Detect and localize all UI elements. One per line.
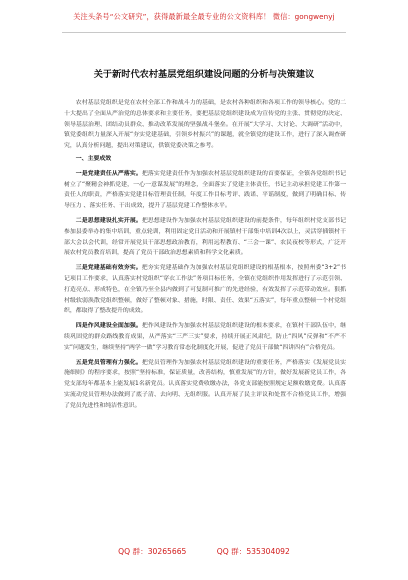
- footer-contacts: [0, 546, 408, 557]
- achievement-paragraph: [64, 321, 346, 353]
- paragraph-lead: 一是党建责任从严落实。: [75, 170, 142, 177]
- paragraph-body: 把思想建设作为加强农村基层党组织建设的前提条件，每年组织村党支部书记参加县委举办的集中培训，重点轮训，利用固定党日活动和开展镇村干部集中培训4次以上，灵活穿插镇村干部大会以会代训，经常开展党员干部思想政治教育，利用远程教育、“三会一课”、农民夜校等形式，广泛开展农村党员教育培训，提高了党员干部政治思想素质和科学文化素质。: [64, 217, 346, 257]
- document-title: 关于新时代农村基层党组织建设问题的分析与决策建议: [93, 69, 315, 80]
- achievement-paragraph: [64, 358, 346, 412]
- paragraph-lead: 三是党建基础有效夯实。: [75, 265, 142, 272]
- paragraph-body: 把党员管理作为加强农村基层党组织建设的重要任务，严格落实《发展党员实施细则》的程序要求，按照“坚持标准，保证质量，改善结构，慎重发展”的方针，做好发展新党员工作，各党支部每年都基本上能发展1名新党员。认真落实党费收缴办法，各党支部能按照规定足额收缴党费。认真落实流动党员管理办法做到了底子清、去向明、无组织服。认真开展了民主评议和处置不合格党员工作，增强了党员先进性和纯洁性意识。: [64, 359, 346, 409]
- paragraph-lead: 四是作风建设全面加强。: [75, 323, 142, 330]
- paragraph-body: 把作风建设作为加强农村基层党组织建设的根本要求，在镇村干部队伍中，继续巩固党的群众路线教育成果，从严落实“三严三实”要求，持续开展正风肃纪，防止“四风”反弹和“不严不实”问题发生，继续坚持“两学一做”学习教育常态化制度化开展，促进了党员干部做“四讲四有”合格党员。: [64, 323, 346, 351]
- intro-paragraph: 农村基层党组织是党在农村全部工作和战斗力的基础，是农村各种组织和各项工作的领导核心。党的二十大提出了全面从严治党的总体要求和主要任务，要把基层党组织建设成为宣传党的主张、贯彻党的决定、领导基层治理、团结动员群众、推动改革发展的坚强战斗堡垒。在开展“大学习、大讨论、大调研”活动中，镇党委组织力量深入开展“夯实党建基础，引领乡村振兴”的课题，就全镇党的建设工作，进行了深入调查研究，认真分析问题，提出对策建议，供镇党委决策之参考。: [64, 100, 346, 150]
- section-heading: 一、主要成效: [75, 155, 112, 162]
- footer-qq-group-2: QQ 群：535304092: [216, 547, 290, 556]
- document-body: [64, 98, 346, 412]
- achievement-paragraph: [64, 263, 346, 317]
- paragraph-body: 把落实党建责任作为加强农村基层党组织建设的首要保证，全镇各党组织书记树立了“聚精会神抓党建，一心一意谋发展”的理念，全面落实了党建主体责任，书记主动承担党建工作第一责任人的职责，严格落实党建目标管理责任制，年度工作目标考评、践诺、平谣制度，做到了明确目标、传导压力 、落实任务、干出成效，提升了基层党建工作整体水平。: [64, 170, 346, 210]
- achievement-paragraph: [64, 169, 346, 212]
- top-banner: [0, 4, 408, 32]
- paragraph-lead: 五是党员管理有力强化。: [75, 359, 142, 366]
- paragraph-lead: 二是思想建设扎实开展。: [75, 217, 142, 224]
- paragraph-body: 把夯实党建基础作为加强农村基层党组织建设的根基根本，按照州委“3+2”书记项目工作要求，认真落实村党组织“穿衣工作法”务项目标任务，全镇在党组织作用发挥进行了示范引领、打造亮点、形成特色，在全镇乃至全县内做到了可复制可推广的先进经验，有效发挥了示范带动效应。狠抓村级软弱涣散党组织整顿，做好了整顿对象、措施，时限、责任、效果“五落实”，每年重点整顿一个村党组织，都取得了整改提升的成效。: [64, 265, 346, 315]
- footer-qq-group-1: QQ 群：30265665: [118, 547, 187, 556]
- achievement-paragraph: [64, 216, 346, 259]
- header-divider: [62, 32, 346, 33]
- banner-text: 关注头条号“公文研究”，获得最新最全最专业的公文资料库！ 微信：gongwenyj: [73, 12, 335, 21]
